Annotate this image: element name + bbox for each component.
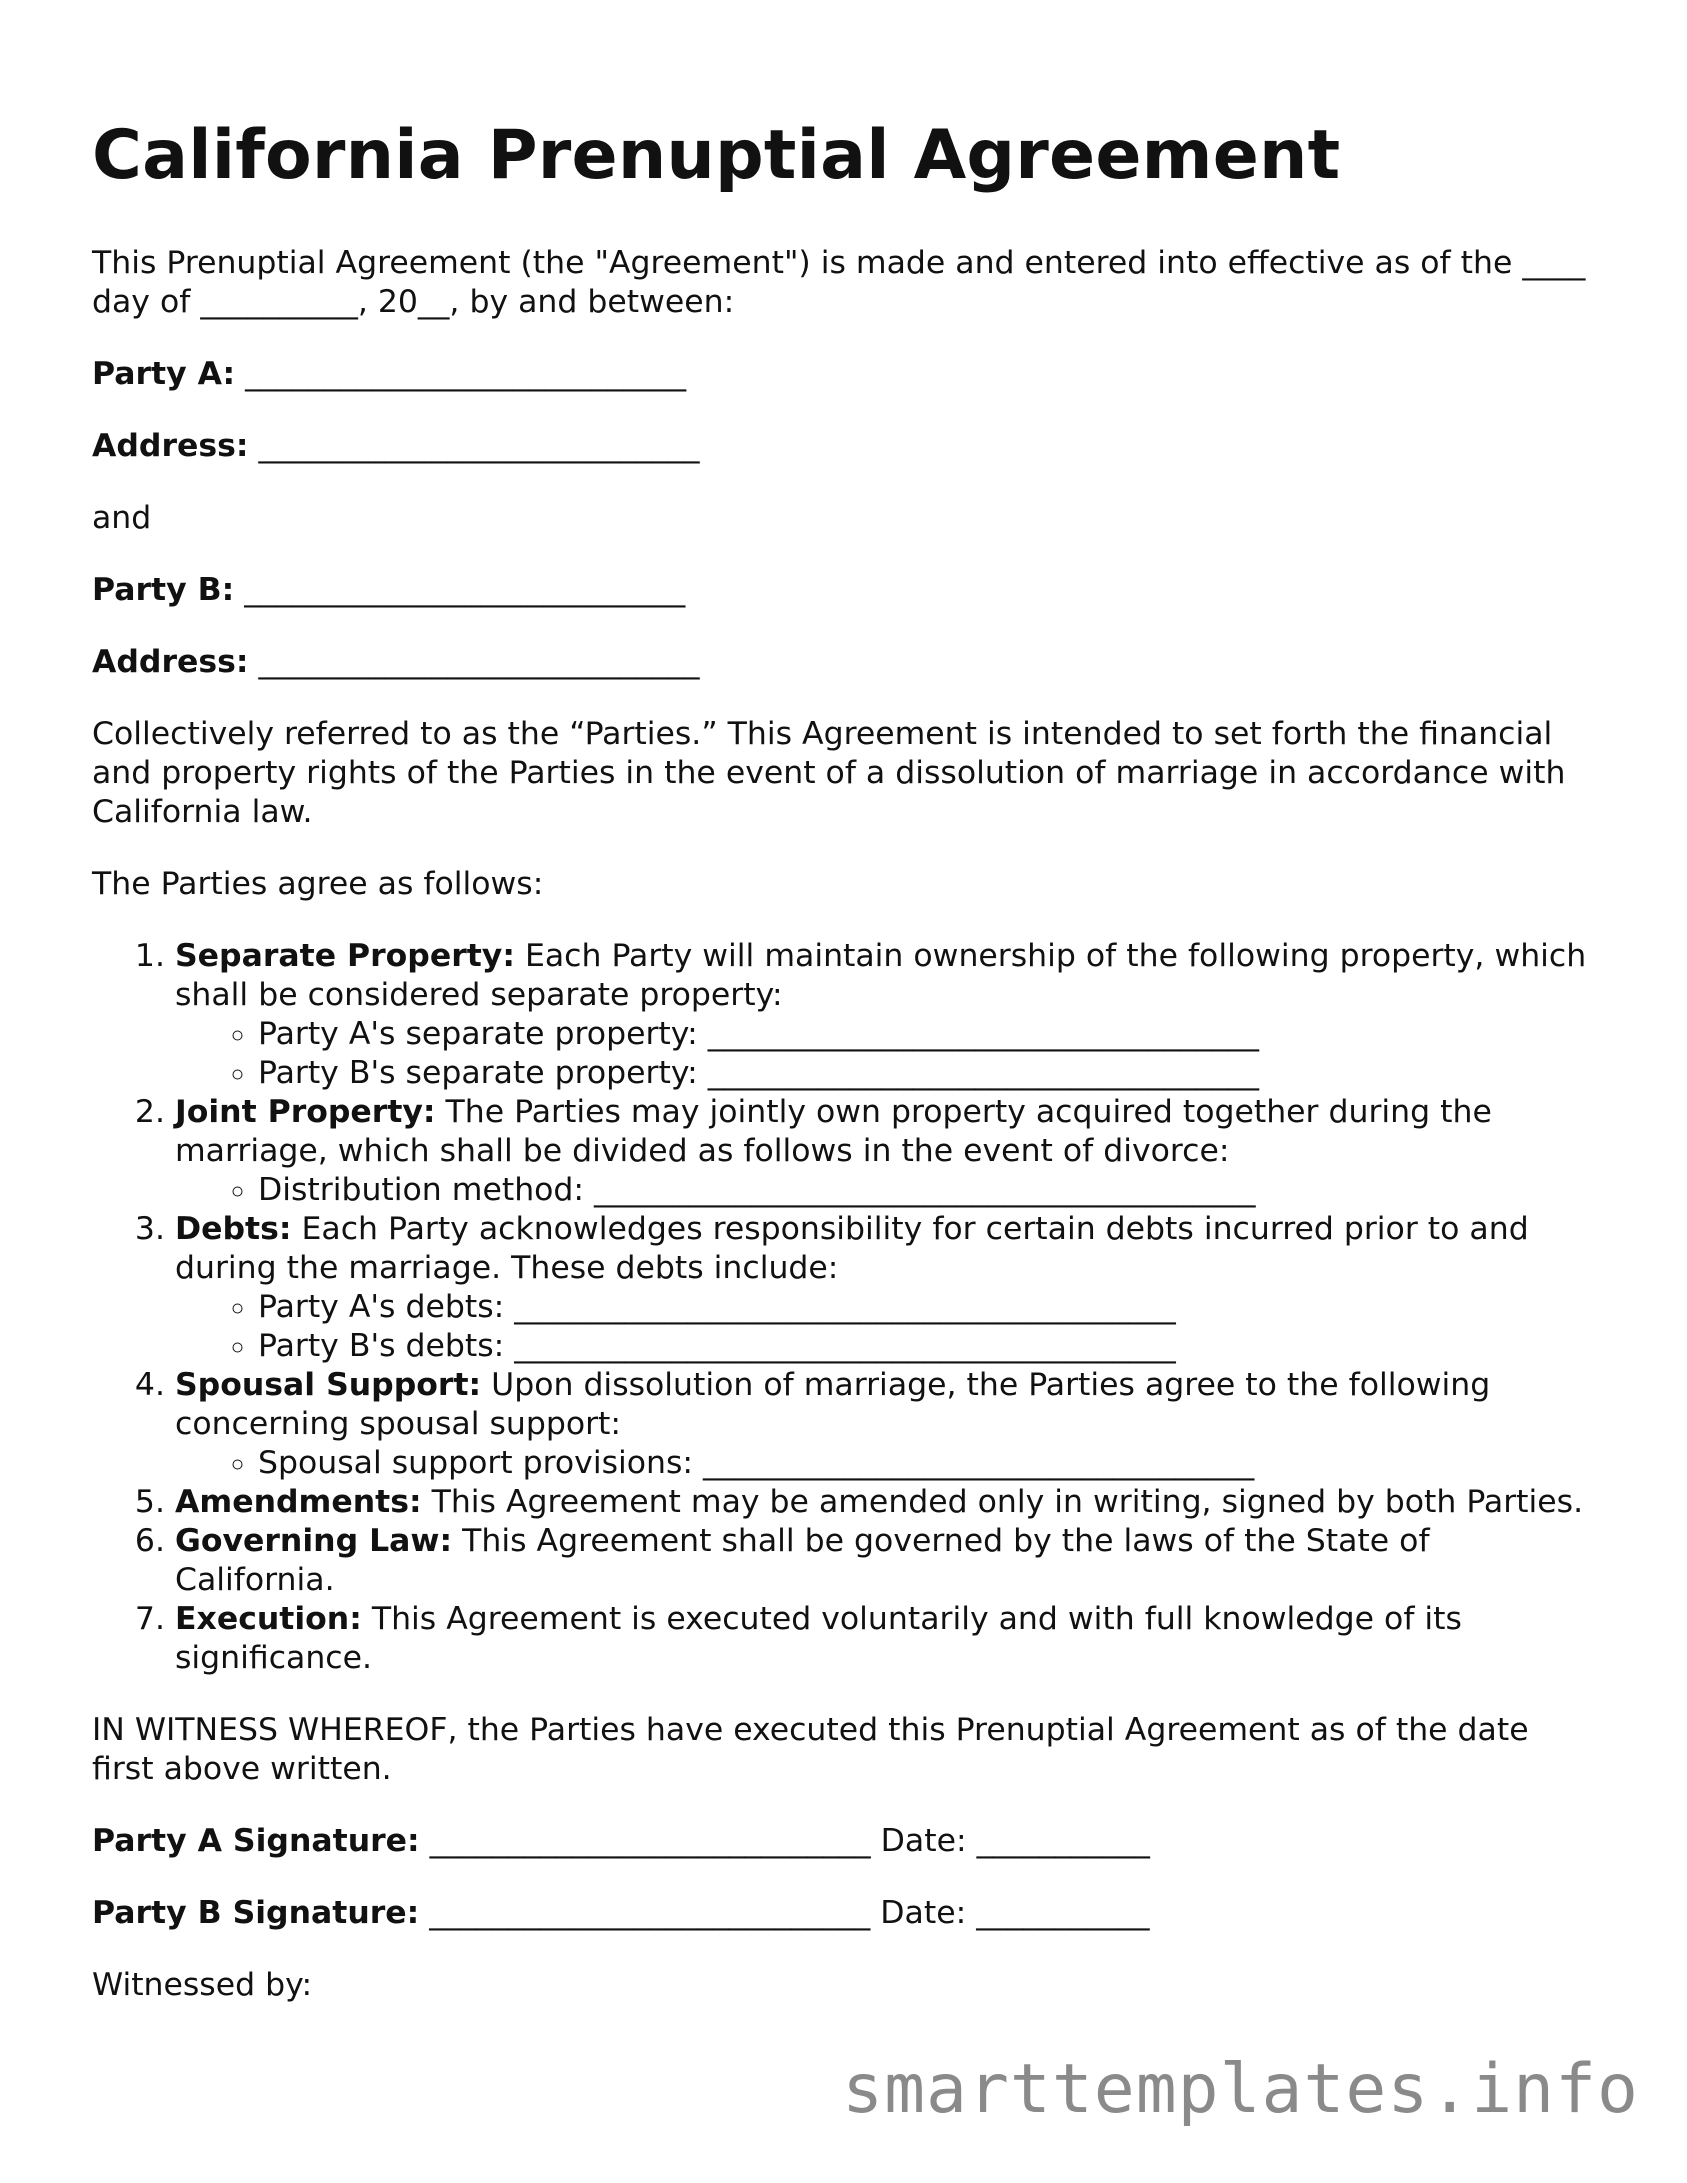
party-b-date-label: Date: <box>880 1895 967 1931</box>
party-a-address-label: Address: <box>92 428 249 464</box>
term-item <box>175 1366 1592 1483</box>
document-title: California Prenuptial Agreement <box>92 116 1341 195</box>
party-b-date-blank[interactable]: ___________ <box>976 1895 1150 1931</box>
term-text: Each Party acknowledges responsibility for certain debts incurred prior to and during the marriage. These debts include: <box>175 1211 1529 1286</box>
term-item <box>175 937 1592 1093</box>
document-page <box>92 108 1592 2005</box>
term-item <box>175 1483 1592 1522</box>
term-text: The Parties may jointly own property acquired together during the marriage, which shall be divided as follows in the event of divorce: <box>175 1094 1492 1169</box>
term-heading: Execution: <box>175 1601 362 1637</box>
party-a-address-field <box>92 427 1592 466</box>
party-a-signature-label: Party A Signature: <box>92 1823 420 1859</box>
term-text: Upon dissolution of marriage, the Parties agree to the following concerning spousal support: <box>175 1367 1491 1442</box>
term-sublist <box>175 1171 1592 1210</box>
term-subitem[interactable]: ◦ Distribution method: __________________________________________ <box>258 1171 1592 1210</box>
term-sublist <box>175 1015 1592 1093</box>
party-b-signature-blank[interactable]: ____________________________ <box>429 1895 871 1931</box>
term-sublist <box>175 1288 1592 1366</box>
witnessed-by: Witnessed by: <box>92 1967 313 2003</box>
party-a-address-blank[interactable]: ____________________________ <box>258 428 700 464</box>
party-b-address-blank[interactable]: ____________________________ <box>258 644 700 680</box>
term-heading: Spousal Support: <box>175 1367 482 1403</box>
party-b-label: Party B: <box>92 572 235 608</box>
collective-paragraph: Collectively referred to as the “Parties.” This Agreement is intended to set forth the financial and property rights of the Parties in the event of a dissolution of marriage in accordance with California law. <box>92 716 1566 830</box>
term-heading: Governing Law: <box>175 1523 453 1559</box>
party-b-address-field <box>92 643 1592 682</box>
term-sublist <box>175 1444 1592 1483</box>
term-heading: Debts: <box>175 1211 292 1247</box>
party-a-date-blank[interactable]: ___________ <box>976 1823 1150 1859</box>
signature-row-party-b <box>92 1894 1592 1933</box>
term-subitem[interactable]: ◦ Spousal support provisions: ___________________________________ <box>258 1444 1592 1483</box>
term-item <box>175 1522 1592 1600</box>
agree-intro: The Parties agree as follows: <box>92 866 544 902</box>
witness-clause: IN WITNESS WHEREOF, the Parties have executed this Prenuptial Agreement as of the date first above written. <box>92 1712 1529 1787</box>
term-subitem[interactable]: ◦ Party B's separate property: ___________________________________ <box>258 1054 1592 1093</box>
term-item <box>175 1210 1592 1366</box>
term-subitem[interactable]: ◦ Party A's debts: __________________________________________ <box>258 1288 1592 1327</box>
term-text: Each Party will maintain ownership of the following property, which shall be considered separate property: <box>175 938 1587 1013</box>
intro-paragraph: This Prenuptial Agreement (the "Agreement") is made and entered into effective as of the ____ day of __________, 20__, by and between: <box>92 245 1586 320</box>
party-b-signature-label: Party B Signature: <box>92 1895 420 1931</box>
term-text: This Agreement shall be governed by the laws of the State of California. <box>175 1523 1430 1598</box>
party-a-field <box>92 355 1592 394</box>
term-heading: Amendments: <box>175 1484 422 1520</box>
party-a-blank[interactable]: ____________________________ <box>245 356 687 392</box>
term-subitem[interactable]: ◦ Party B's debts: __________________________________________ <box>258 1327 1592 1366</box>
term-text: This Agreement may be amended only in writing, signed by both Parties. <box>431 1484 1584 1520</box>
terms-list <box>92 937 1592 1678</box>
party-b-blank[interactable]: ____________________________ <box>244 572 686 608</box>
term-heading: Joint Property: <box>175 1094 436 1130</box>
term-item <box>175 1093 1592 1210</box>
term-item <box>175 1600 1592 1678</box>
party-a-signature-blank[interactable]: ____________________________ <box>429 1823 871 1859</box>
party-a-date-label: Date: <box>880 1823 967 1859</box>
watermark: smarttemplates.info <box>842 2050 1639 2129</box>
and-text: and <box>92 500 152 536</box>
party-b-field <box>92 571 1592 610</box>
term-subitem[interactable]: ◦ Party A's separate property: ___________________________________ <box>258 1015 1592 1054</box>
party-a-label: Party A: <box>92 356 236 392</box>
signature-row-party-a <box>92 1822 1592 1861</box>
party-b-address-label: Address: <box>92 644 249 680</box>
term-heading: Separate Property: <box>175 938 515 974</box>
term-text: This Agreement is executed voluntarily and with full knowledge of its significance. <box>175 1601 1462 1676</box>
